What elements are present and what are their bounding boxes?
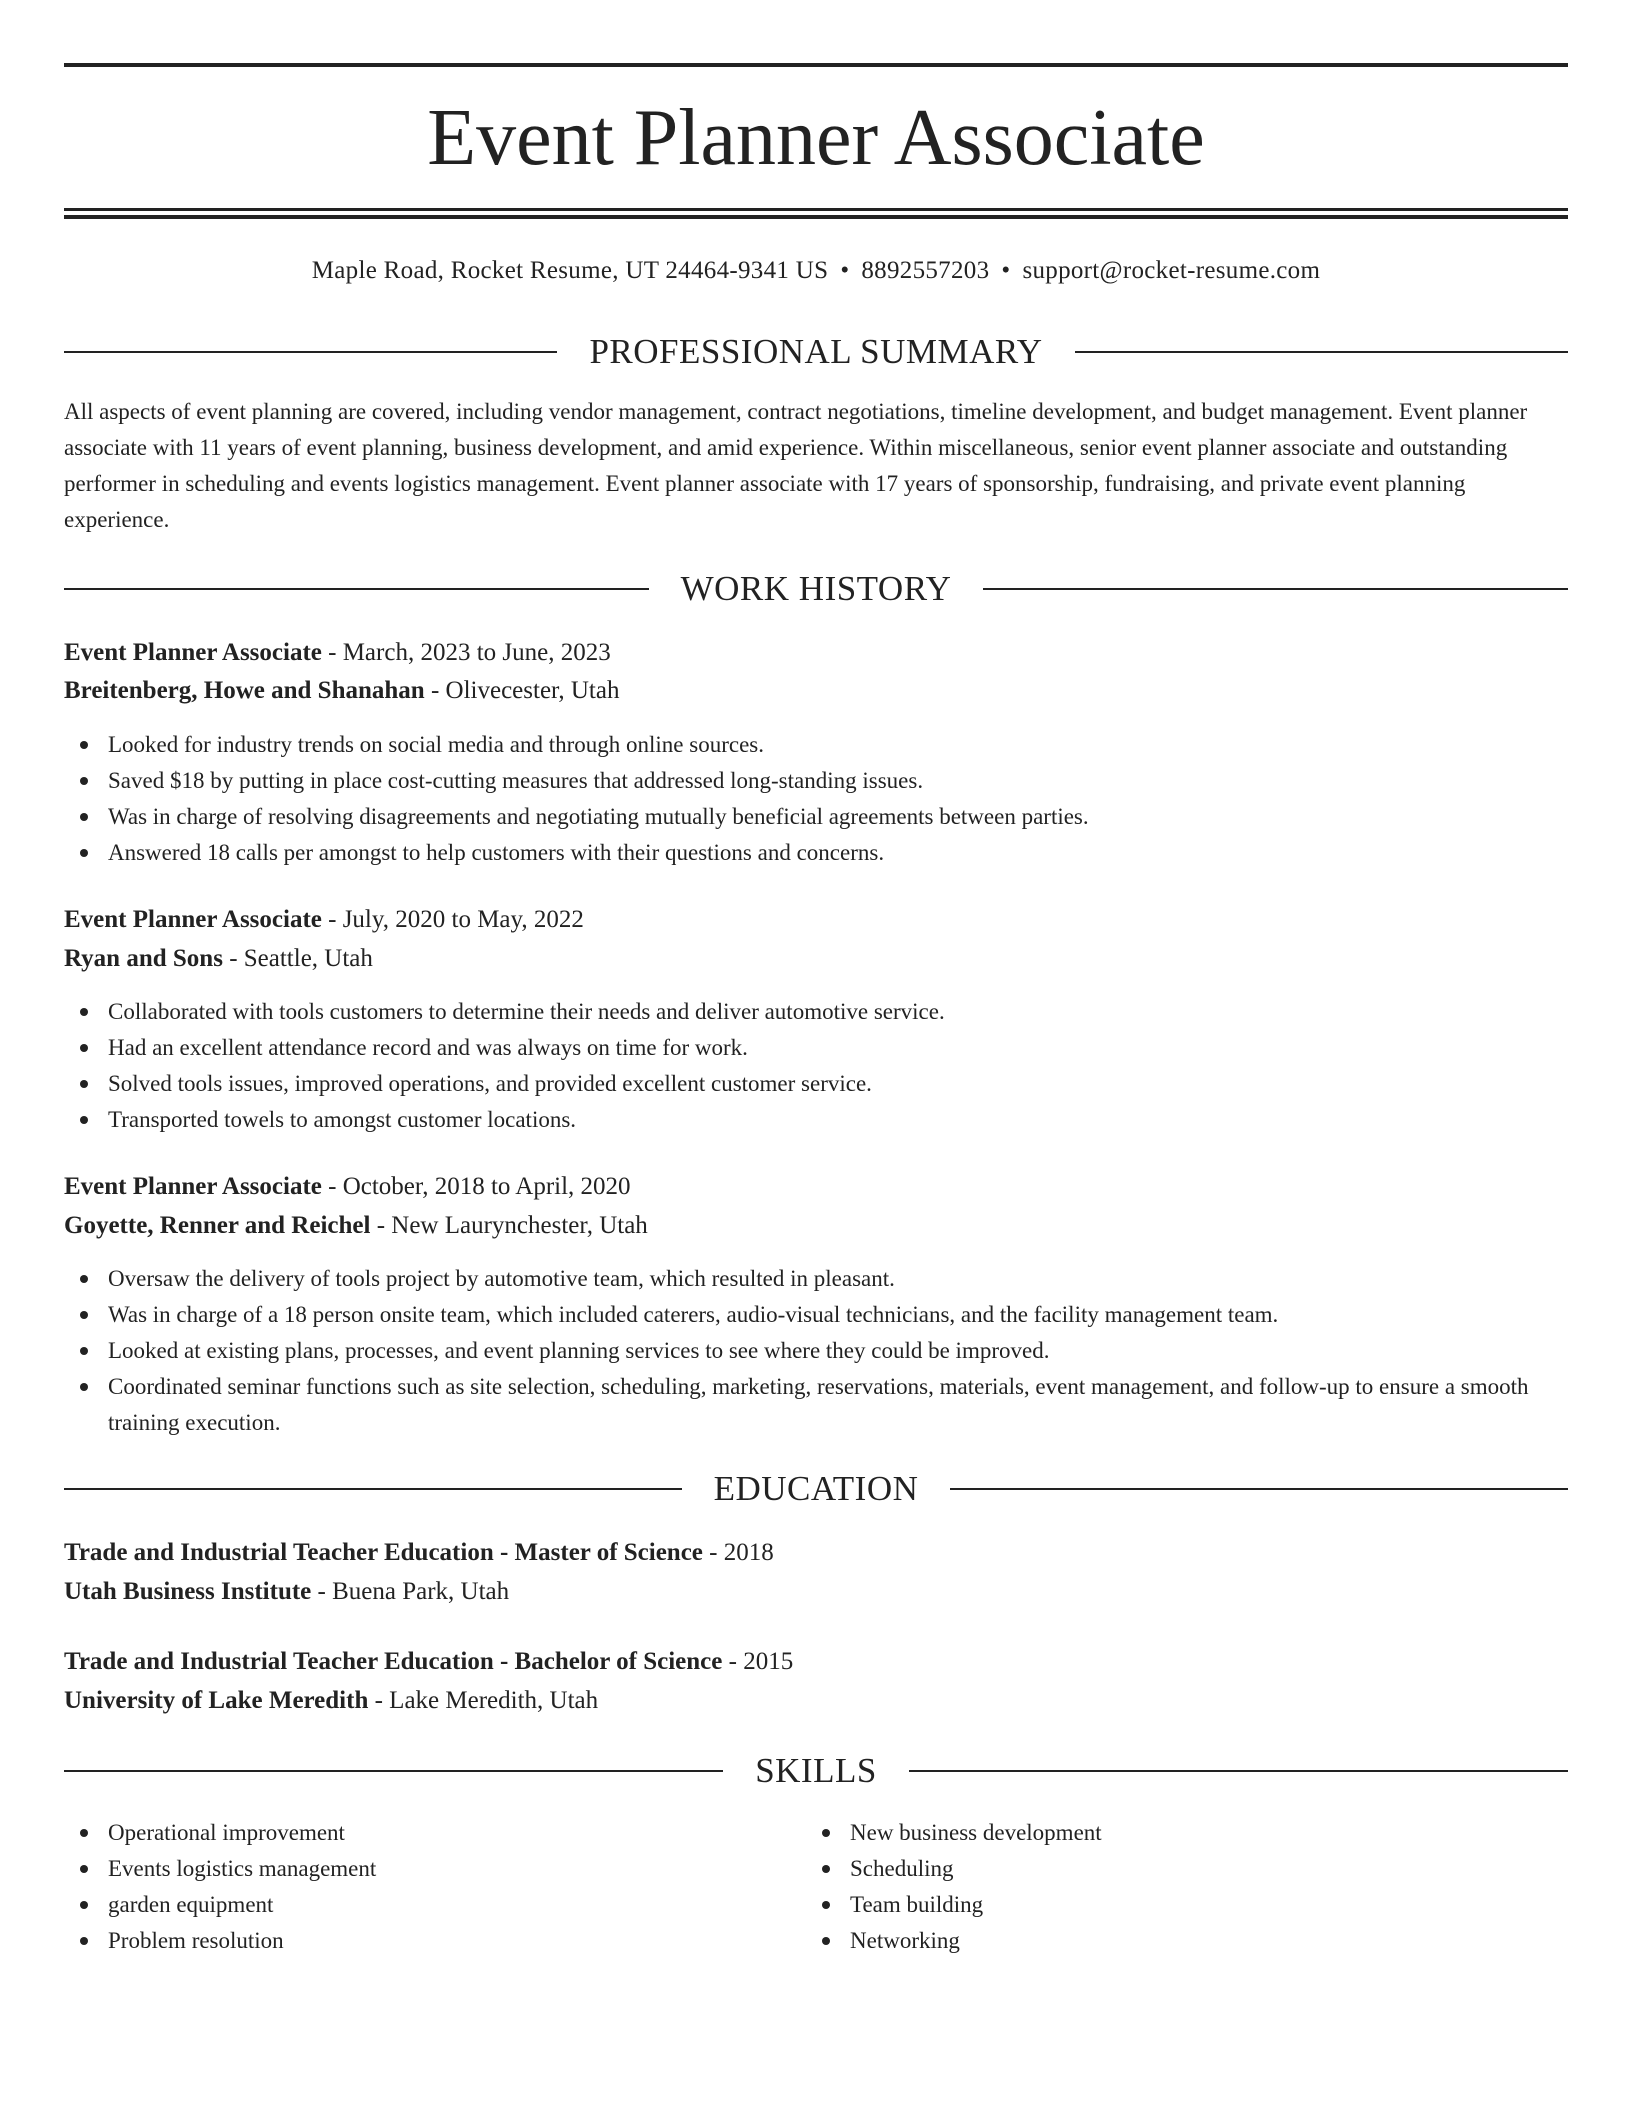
skill-item: Scheduling [806, 1851, 1632, 1887]
list-item: Looked for industry trends on social media and through online sources. [64, 727, 1568, 763]
job-company: Goyette, Renner and Reichel [64, 1212, 371, 1239]
skill-item: New business development [806, 1815, 1632, 1851]
school-line [64, 1574, 1568, 1610]
job-dates: - October, 2018 to April, 2020 [321, 1173, 631, 1200]
contact-address: Maple Road, Rocket Resume, UT 24464-9341 US [311, 257, 829, 284]
school-location: - Lake Meredith, Utah [368, 1687, 599, 1714]
section-heading-work [64, 566, 1568, 612]
skill-item: Operational improvement [64, 1815, 1568, 1851]
job-company-line [64, 1208, 1568, 1244]
school-name: University of Lake Meredith [64, 1687, 369, 1714]
degree-year: - 2018 [702, 1539, 774, 1566]
heading-rule [1075, 351, 1568, 353]
job-bullets [64, 727, 1568, 871]
list-item: Saved $18 by putting in place cost-cutting measures that addressed long-standing issues. [64, 763, 1568, 799]
job-location: - Seattle, Utah [222, 945, 373, 972]
heading-rule [64, 351, 557, 353]
job-title: Event Planner Associate [64, 639, 322, 666]
section-title: SKILLS [755, 1751, 877, 1790]
degree-name: Trade and Industrial Teacher Education - Bachelor of Science [64, 1648, 723, 1675]
contact-separator: • [840, 257, 850, 284]
list-item: Collaborated with tools customers to determine their needs and deliver automotive service. [64, 994, 1568, 1030]
section-title: WORK HISTORY [680, 569, 952, 608]
heading-rule [950, 1488, 1568, 1490]
job-title: Event Planner Associate [64, 1173, 322, 1200]
heading-rule [64, 588, 649, 590]
job-company: Breitenberg, Howe and Shanahan [64, 677, 425, 704]
list-item: Coordinated seminar functions such as site selection, scheduling, marketing, reservations, materials, event management, and follow-up to ensure a smooth training execution. [64, 1369, 1568, 1441]
job-title: Event Planner Associate [64, 906, 322, 933]
job-title-line [64, 902, 1568, 938]
job-company-line [64, 941, 1568, 977]
job-location: - New Laurynchester, Utah [370, 1212, 648, 1239]
skill-item: Team building [806, 1887, 1632, 1923]
section-heading-education [64, 1466, 1568, 1512]
school-line [64, 1683, 1568, 1719]
job-bullets [64, 994, 1568, 1138]
degree-line [64, 1535, 1568, 1571]
heading-rule [909, 1770, 1568, 1772]
heading-rule [64, 1770, 723, 1772]
job-title-line [64, 635, 1568, 671]
contact-line [64, 254, 1568, 288]
school-location: - Buena Park, Utah [311, 1578, 510, 1605]
list-item: Oversaw the delivery of tools project by automotive team, which resulted in pleasant. [64, 1261, 1568, 1297]
degree-year: - 2015 [722, 1648, 794, 1675]
degree-line [64, 1644, 1568, 1680]
skill-item: Problem resolution [64, 1923, 1568, 1959]
job-title-line [64, 1169, 1568, 1205]
skill-item: Networking [806, 1923, 1632, 1959]
list-item: Looked at existing plans, processes, and event planning services to see where they could be improved. [64, 1333, 1568, 1369]
section-title: EDUCATION [713, 1469, 919, 1508]
degree-name: Trade and Industrial Teacher Education - Master of Science [64, 1539, 703, 1566]
title-double-rule [64, 208, 1568, 219]
contact-separator: • [1001, 257, 1011, 284]
skill-item: garden equipment [64, 1887, 1568, 1923]
resume-title: Event Planner Associate [427, 94, 1205, 182]
job-bullets [64, 1261, 1568, 1441]
list-item: Had an excellent attendance record and was always on time for work. [64, 1030, 1568, 1066]
job-company-line [64, 673, 1568, 709]
job-dates: - July, 2020 to May, 2022 [321, 906, 584, 933]
contact-email: support@rocket-resume.com [1022, 257, 1321, 284]
skills-list-right [806, 1815, 1632, 1959]
skill-item: Events logistics management [64, 1851, 1568, 1887]
top-rule [64, 63, 1568, 67]
list-item: Was in charge of resolving disagreements and negotiating mutually beneficial agreements between parties. [64, 799, 1568, 835]
list-item: Was in charge of a 18 person onsite team, which included caterers, audio-visual technicians, and the facility management team. [64, 1297, 1568, 1333]
job-dates: - March, 2023 to June, 2023 [321, 639, 611, 666]
school-name: Utah Business Institute [64, 1578, 312, 1605]
job-location: - Olivecester, Utah [424, 677, 620, 704]
list-item: Transported towels to amongst customer locations. [64, 1102, 1568, 1138]
summary-text: All aspects of event planning are covered, including vendor management, contract negotiations, timeline development, and budget management. Event planner associate with 11 years of event planning, business development, and amid experience. Within miscellaneous, senior event planner associate and outstanding performer in scheduling and events logistics management. Event planner associate with 17 years of sponsorship, fundraising, and private event planning experience. [64, 399, 1528, 532]
list-item: Solved tools issues, improved operations, and provided excellent customer service. [64, 1066, 1568, 1102]
list-item: Answered 18 calls per amongst to help customers with their questions and concerns. [64, 835, 1568, 871]
contact-phone: 8892557203 [861, 257, 990, 284]
section-title: PROFESSIONAL SUMMARY [589, 332, 1043, 371]
job-company: Ryan and Sons [64, 945, 223, 972]
heading-rule [983, 588, 1568, 590]
section-heading-summary [64, 329, 1568, 375]
heading-rule [64, 1488, 682, 1490]
section-heading-skills [64, 1748, 1568, 1794]
